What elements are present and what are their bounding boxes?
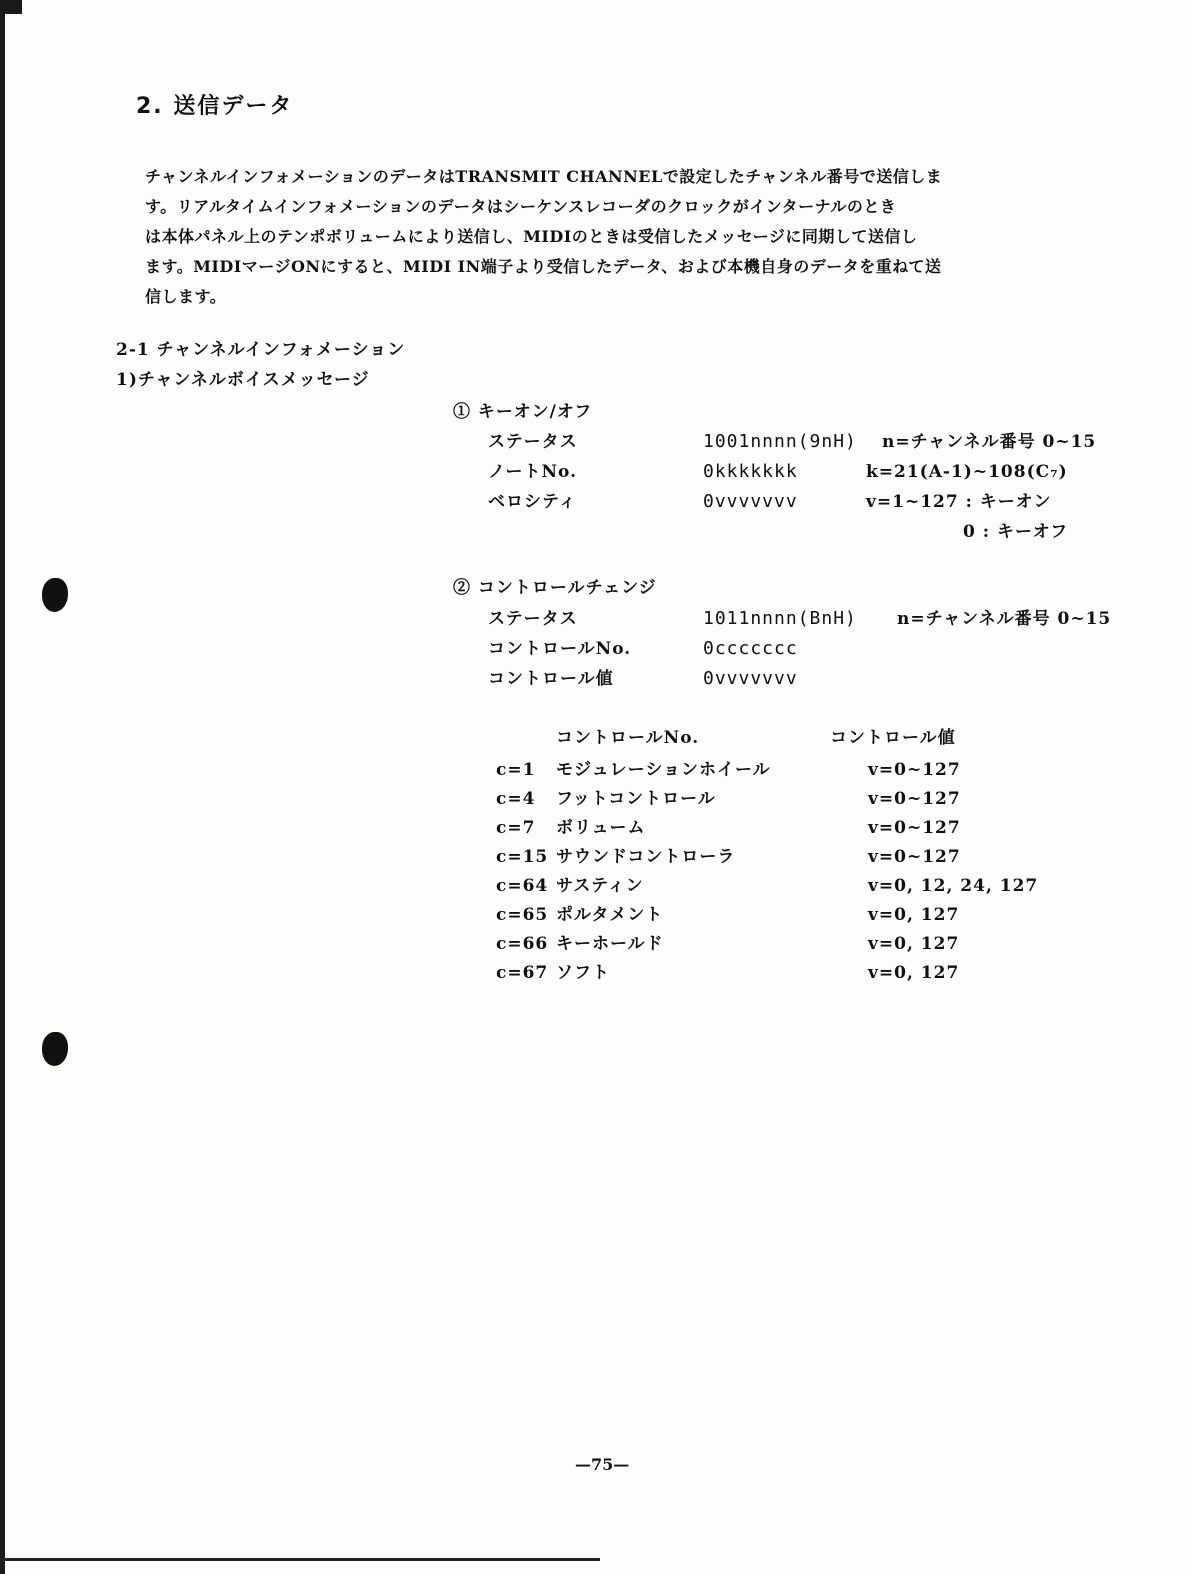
cc-number-code: 0ccccccc <box>703 638 798 659</box>
intro-paragraph <box>145 162 1175 312</box>
table-row-value: v=0~127 <box>868 847 961 867</box>
table-row-value: v=0~127 <box>868 789 961 809</box>
table-row-value: v=0, 127 <box>868 963 960 983</box>
table-row-c: c=7 <box>496 818 536 838</box>
table-row-name: キーホールド <box>556 934 664 954</box>
binding-edge <box>0 0 5 1574</box>
note-desc: k=21(A-1)~108(C₇) <box>866 462 1068 482</box>
intro-line: は本体パネル上のテンポボリュームにより送信し、MIDIのときは受信したメッセージに同期して送信し <box>145 227 918 246</box>
table-row-value: v=0~127 <box>868 760 961 780</box>
key-off-note: 0 : キーオフ <box>963 522 1069 542</box>
cc-value-code: 0vvvvvvv <box>703 668 798 689</box>
status-label: ステータス <box>488 432 578 452</box>
table-row-c: c=64 <box>496 876 549 896</box>
status-code: 1001nnnn(9nH) <box>703 431 857 452</box>
page-number: —75— <box>575 1455 630 1474</box>
subsection-title: 1)チャンネルボイスメッセージ <box>116 370 370 390</box>
table-row-c: c=4 <box>496 789 536 809</box>
table-header-value: コントロール値 <box>830 728 956 748</box>
table-row-name: モジュレーションホイール <box>556 760 771 780</box>
table-row-name: サスティン <box>556 876 644 896</box>
velocity-code: 0vvvvvvv <box>703 491 798 512</box>
cc-status-code: 1011nnnn(BnH) <box>703 608 857 629</box>
velocity-desc: v=1~127 : キーオン <box>866 492 1052 512</box>
note-code: 0kkkkkkk <box>703 461 798 482</box>
intro-line: チャンネルインフォメーションのデータはTRANSMIT CHANNELで設定したチャンネル番号で送信しま <box>145 167 943 186</box>
note-label: ノートNo. <box>488 462 577 482</box>
table-row-c: c=66 <box>496 934 549 954</box>
cc-number-label: コントロールNo. <box>488 639 632 659</box>
table-row-value: v=0, 127 <box>868 934 960 954</box>
table-row-c: c=1 <box>496 760 536 780</box>
intro-line: ます。MIDIマージONにすると、MIDI IN端子より受信したデータ、および本機自身のデータを重ねて送 <box>145 257 942 276</box>
page-heading: 2. 送信データ <box>136 94 294 119</box>
section-title: 2-1 チャンネルインフォメーション <box>116 340 406 360</box>
table-row-value: v=0, 127 <box>868 905 960 925</box>
table-row-name: ポルタメント <box>556 905 664 925</box>
velocity-label: ベロシティ <box>488 492 577 512</box>
table-header-no: コントロールNo. <box>556 728 700 748</box>
punch-hole-upper <box>42 578 68 612</box>
bottom-rule <box>0 1558 600 1561</box>
intro-line: 信します。 <box>145 287 227 306</box>
control-change-title: ② コントロールチェンジ <box>453 578 657 598</box>
table-row-value: v=0~127 <box>868 818 961 838</box>
punch-hole-lower <box>42 1032 68 1066</box>
table-row-name: サウンドコントローラ <box>556 847 736 867</box>
table-row-c: c=65 <box>496 905 549 925</box>
table-row-name: ボリューム <box>556 818 646 838</box>
cc-status-desc: n=チャンネル番号 0~15 <box>897 609 1112 629</box>
binding-corner <box>0 0 22 14</box>
table-row-c: c=15 <box>496 847 549 867</box>
status-desc: n=チャンネル番号 0~15 <box>882 432 1097 452</box>
cc-value-label: コントロール値 <box>488 669 614 689</box>
table-row-name: フットコントロール <box>556 789 716 809</box>
table-row-c: c=67 <box>496 963 549 983</box>
intro-line: す。リアルタイムインフォメーションのデータはシーケンスレコーダのクロックがインターナルのとき <box>145 197 897 216</box>
cc-status-label: ステータス <box>488 609 578 629</box>
table-row-name: ソフト <box>556 963 610 983</box>
table-row-value: v=0, 12, 24, 127 <box>868 876 1039 896</box>
key-on-off-title: ① キーオン/オフ <box>453 402 593 422</box>
